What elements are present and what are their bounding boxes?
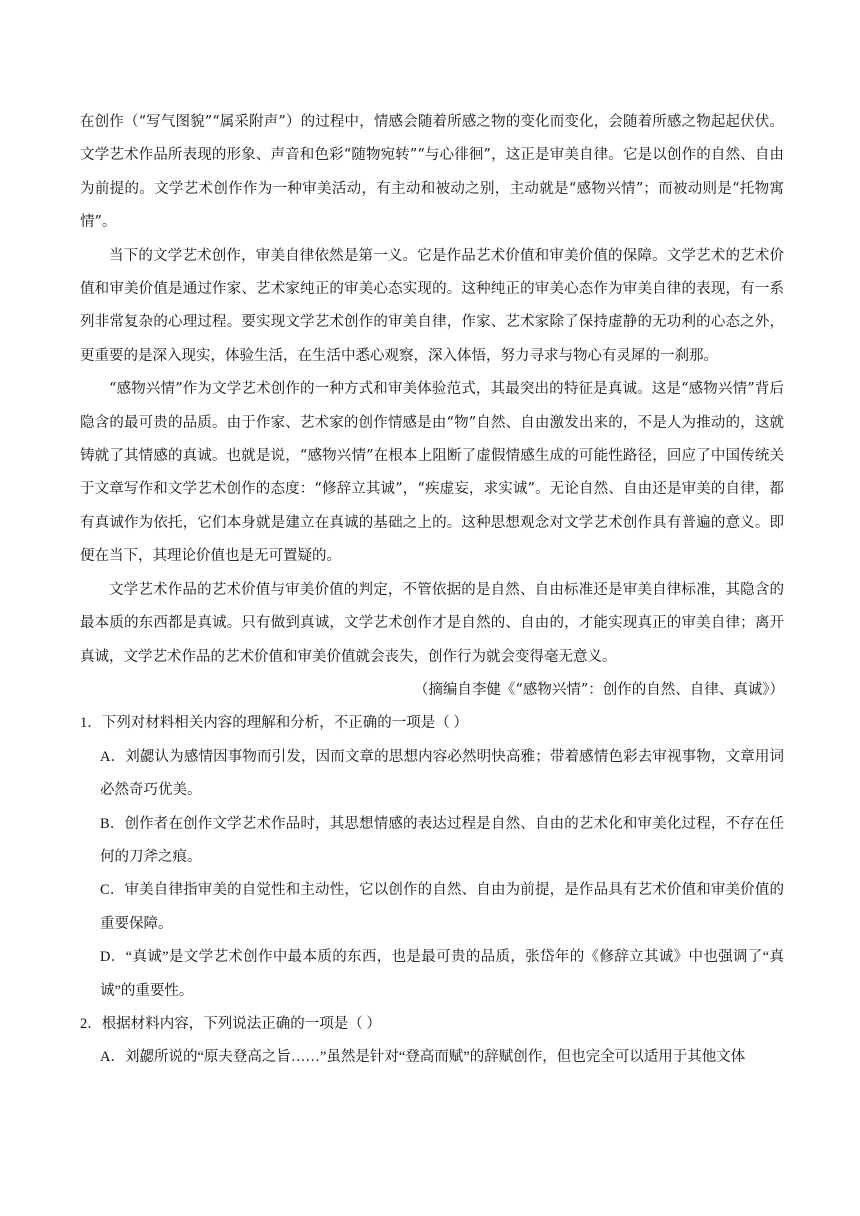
option-a: A．刘勰认为感情因事物而引发，因而文章的思想内容必然明快高雅；带着感情色彩去审视事物，文章用词必然奇巧优美。: [100, 748, 784, 799]
option-c: C．审美自律指审美的自觉性和主动性，它以创作的自然、自由为前提，是作品具有艺术价值和审美价值的重要保障。: [100, 882, 784, 932]
source-citation: （摘编自李健《“感物兴情”：创作的自然、自律、真诚》）: [413, 681, 784, 698]
option-a: A．刘勰所说的“原夫登高之旨……”虽然是针对“登高而赋”的辞赋创作，但也完全可以适用于其他文体: [100, 1049, 746, 1066]
document-body: [80, 106, 784, 1075]
question-2: [80, 1008, 784, 1075]
option-b: B．创作者在创作文学艺术作品时，其思想情感的表达过程是自然、自由的艺术化和审美化过程，不存在任何的刀斧之痕。: [100, 815, 784, 865]
paragraph-1: 在创作（“写气图貌”“属采附声”）的过程中，情感会随着所感之物的变化而变化，会随着所感之物起起伏伏。文学艺术作品所表现的形象、声音和色彩“随物宛转”“与心徘徊”，这正是审美自律。它是以创作的自然、自由为前提的。文学艺术创作作为一种审美活动，有主动和被动之别，主动就是“感物兴情”；而被动则是“托物寓情”。: [80, 114, 784, 231]
paragraph-2: 当下的文学艺术创作，审美自律依然是第一义。它是作品艺术价值和审美价值的保障。文学艺术的艺术价值和审美价值是通过作家、艺术家纯正的审美心态实现的。这种纯正的审美心态作为审美自律的表现，有一系列非常复杂的心理过程。要实现文学艺术创作的审美自律，作家、艺术家除了保持虚静的无功利的心态之外，更重要的是深入现实，体验生活，在生活中悉心观察，深入体悟，努力寻求与物心有灵犀的一刹那。: [80, 247, 784, 364]
paragraph-3: “感物兴情”作为文学艺术创作的一种方式和审美体验范式，其最突出的特征是真诚。这是“感物兴情”背后隐含的最可贵的品质。由于作家、艺术家的创作情感是由“物”自然、自由激发出来的，不是人为推动的，这就铸就了其情感的真诚。也就是说，“感物兴情”在根本上阻断了虚假情感生成的可能性路径，回应了中国传统关于文章写作和文学艺术创作的态度：“修辞立其诚”，“疾虚妄，求实诚”。无论自然、自由还是审美的自律，都有真诚作为依托，它们本身就是建立在真诚的基础之上的。这种思想观念对文学艺术创作具有普遍的意义。即便在当下，其理论价值也是无可置疑的。: [80, 381, 784, 565]
question-stem: 1．下列对材料相关内容的理解和分析，不正确的一项是（ ）: [80, 715, 468, 732]
option-d: D．“真诚”是文学艺术创作中最本质的东西，也是最可贵的品质，张岱年的《修辞立其诚》中也强调了“真诚”的重要性。: [100, 949, 784, 999]
paragraph-4: 文学艺术作品的艺术价值与审美价值的判定，不管依据的是自然、自由标准还是审美自律标准，其隐含的最本质的东西都是真诚。只有做到真诚，文学艺术创作才是自然的、自由的，才能实现真正的审美自律；离开真诚，文学艺术作品的艺术价值和审美价值就会丧失，创作行为就会变得毫无意义。: [80, 581, 784, 665]
question-1: [80, 707, 784, 1008]
question-stem: 2．根据材料内容，下列说法正确的一项是（ ）: [80, 1015, 381, 1032]
